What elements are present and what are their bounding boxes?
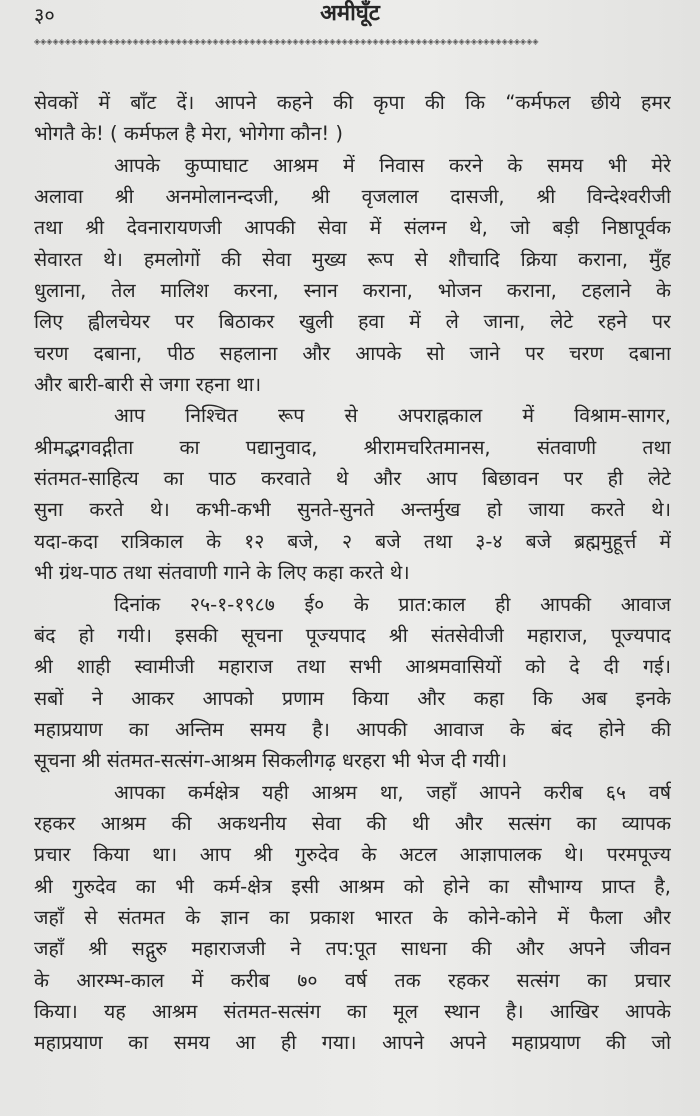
text-line: भी ग्रंथ-पाठ तथा संतवाणी गाने के लिए कहा करते थे।: [34, 561, 410, 585]
text-line: अलावा श्री अनमोलानन्दजी, श्री वृजलाल दासजी, श्री विन्देश्वरीजी: [34, 185, 671, 209]
paragraph: [34, 87, 671, 150]
text-line: सुना करते थे। कभी-कभी सुनते-सुनते अन्तर्मुख हो जाया करते थे।: [34, 498, 671, 522]
text-line: श्रीमद्भगवद्गीता का पद्यानुवाद, श्रीरामचरितमानस, संतवाणी तथा: [34, 435, 671, 459]
text-line: सूचना श्री संतमत-सत्संग-आश्रम सिकलीगढ़ धरहरा भी भेज दी गयी।: [34, 749, 508, 773]
text-line: सबों ने आकर आपको प्रणाम किया और कहा कि अब इनके: [34, 686, 671, 710]
text-line: किया। यह आश्रम संतमत-सत्संग का मूल स्थान है। आखिर आपके: [34, 999, 671, 1023]
text-line: श्री शाही स्वामीजी महाराज तथा सभी आश्रमवासियों को दे दी गई।: [34, 655, 671, 679]
paragraph: [34, 400, 671, 588]
text-line: बंद हो गयी। इसकी सूचना पूज्यपाद श्री संतसेवीजी महाराज, पूज्यपाद: [34, 623, 671, 647]
text-line: यदा-कदा रात्रिकाल के १२ बजे, २ बजे तथा ३-४ बजे ब्रह्ममुहूर्त्त में: [34, 529, 671, 553]
text-line: आप निश्चित रूप से अपराह्नकाल में विश्राम-सागर,: [114, 404, 671, 428]
ornamental-divider: ◈◈◈◈◈◈◈◈◈◈◈◈◈◈◈◈◈◈◈◈◈◈◈◈◈◈◈◈◈◈◈◈◈◈◈◈◈◈◈◈◈◈◈◈◈◈◈◈◈◈◈◈◈◈◈◈◈◈◈◈◈◈◈◈◈◈◈◈◈◈◈◈◈◈◈◈◈◈◈◈◈◈: [34, 38, 539, 46]
text-line: आपका कर्मक्षेत्र यही आश्रम था, जहाँ आपने करीब ६५ वर्ष: [114, 780, 671, 804]
running-title: अमीघूँट: [320, 1, 380, 26]
text-line: धुलाना, तेल मालिश करना, स्नान कराना, भोजन कराना, टहलाने के: [34, 279, 671, 303]
text-line: चरण दबाना, पीठ सहलाना और आपके सो जाने पर चरण दबाना: [34, 341, 671, 365]
text-line: आपके कुप्पाघाट आश्रम में निवास करने के समय भी मेरे: [114, 153, 671, 177]
text-line: लिए ह्वीलचेयर पर बिठाकर खुली हवा में ले जाना, लेटे रहने पर: [34, 310, 671, 334]
text-line: रहकर आश्रम की अकथनीय सेवा की थी और सत्संग का व्यापक: [34, 811, 671, 835]
paragraph: [34, 589, 671, 777]
text-line: जहाँ श्री सद्गुरु महाराजजी ने तप:पूत साधना की और अपने जीवन: [34, 937, 671, 961]
text-line: सेवकों में बाँट दें। आपने कहने की कृपा की कि “कर्मफल छीये हमर: [34, 91, 671, 114]
paragraph: [34, 777, 671, 1059]
page-number: ३०: [34, 3, 55, 27]
text-line: सेवारत थे। हमलोगों की सेवा मुख्य रूप से शौचादि क्रिया कराना, मुँह: [34, 247, 671, 271]
text-line: दिनांक २५-१-१९८७ ई० के प्रात:काल ही आपकी आवाज: [114, 592, 671, 616]
text-line: के आरम्भ-काल में करीब ७० वर्ष तक रहकर सत्संग का प्रचार: [34, 968, 671, 992]
text-line: प्रचार किया था। आप श्री गुरुदेव के अटल आज्ञापालक थे। परमपूज्य: [34, 843, 671, 867]
text-line: तथा श्री देवनारायणजी आपकी सेवा में संलग्न थे, जो बड़ी निष्ठापूर्वक: [34, 216, 671, 240]
text-line: और बारी-बारी से जगा रहना था।: [34, 373, 262, 397]
text-line: श्री गुरुदेव का भी कर्म-क्षेत्र इसी आश्रम को होने का सौभाग्य प्राप्त है,: [34, 874, 671, 898]
text-line: महाप्रयाण का अन्तिम समय है। आपकी आवाज के बंद होने की: [34, 717, 671, 741]
text-line: संतमत-साहित्य का पाठ करवाते थे और आप बिछावन पर ही लेटे: [34, 467, 671, 491]
body-text: [34, 87, 671, 1059]
paragraph: [34, 150, 671, 401]
text-line: भोगतै के! ( कर्मफल है मेरा, भोगेगा कौन! ): [34, 122, 344, 146]
text-line: जहाँ से संतमत के ज्ञान का प्रकाश भारत के कोने-कोने में फैला और: [34, 905, 671, 929]
text-line: महाप्रयाण का समय आ ही गया। आपने अपने महाप्रयाण की जो: [34, 1031, 671, 1055]
